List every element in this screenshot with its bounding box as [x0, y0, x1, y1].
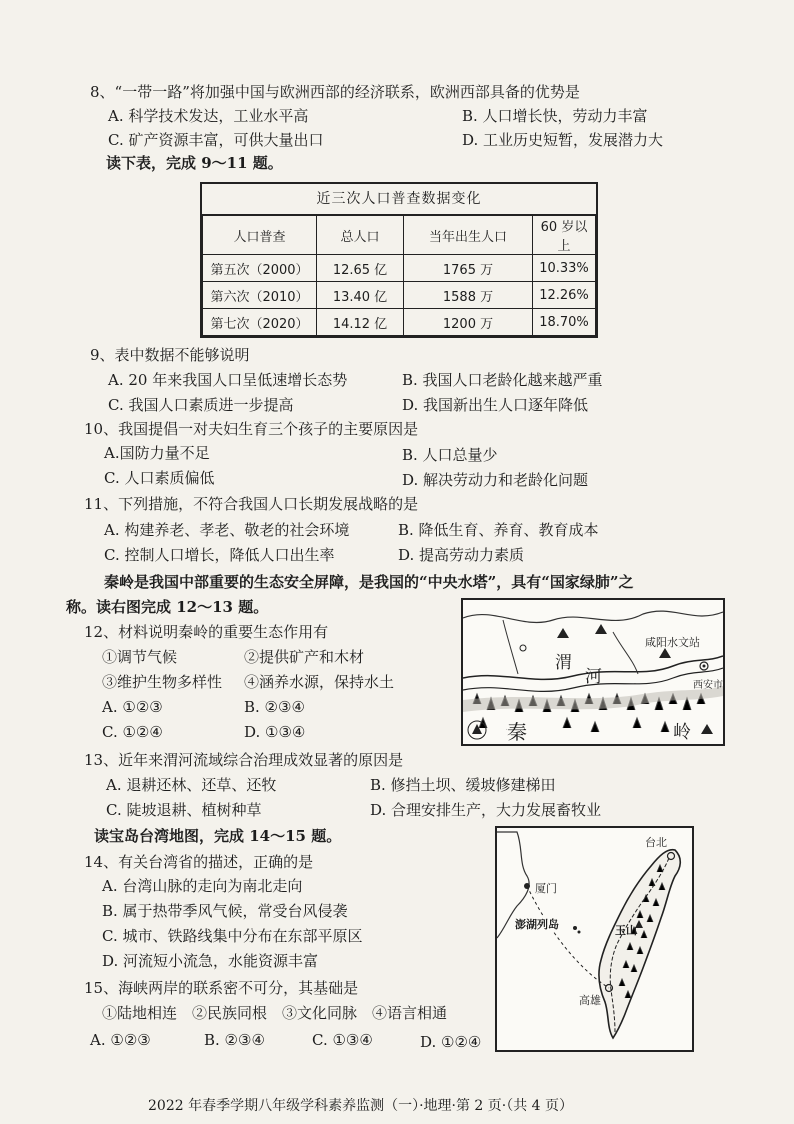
label-xiamen: 厦门 [535, 882, 557, 895]
table-cell: 第五次（2000） [203, 255, 317, 282]
q13-stem: 13、近年来渭河流域综合治理成效显著的原因是 [84, 751, 404, 769]
table-cell: 12.26% [533, 282, 596, 309]
q8-option-c: C. 矿产资源丰富，可供大量出口 [108, 131, 324, 149]
q8-stem: 8、“一带一路”将加强中国与欧洲西部的经济联系，欧洲西部具备的优势是 [90, 83, 580, 101]
q9-option-c: C. 我国人口素质进一步提高 [108, 396, 294, 414]
table-cell: 第六次（2010） [203, 282, 317, 309]
q13-option-b: B. 修挡土坝、缓坡修建梯田 [370, 776, 556, 794]
table-cell: 1588 万 [404, 282, 533, 309]
q8-option-a: A. 科学技术发达，工业水平高 [108, 107, 309, 125]
q14-option-b: B. 属于热带季风气候，常受台风侵袭 [102, 902, 348, 920]
q12-stem: 12、材料说明秦岭的重要生态作用有 [84, 623, 329, 641]
table-cell: 10.33% [533, 255, 596, 282]
q11-option-b: B. 降低生育、养育、教育成本 [398, 521, 599, 539]
table-cell: 1200 万 [404, 309, 533, 336]
q8-option-b: B. 人口增长快，劳动力丰富 [462, 107, 648, 125]
q9-option-d: D. 我国新出生人口逐年降低 [402, 396, 589, 414]
q10-option-a: A.国防力量不足 [104, 444, 210, 462]
q13-option-a: A. 退耕还林、还草、还牧 [106, 776, 277, 794]
q12-option-d: D. ①③④ [244, 723, 306, 741]
read-table-instruction: 读下表，完成 9～11 题。 [106, 154, 283, 172]
q14-option-a: A. 台湾山脉的走向为南北走向 [102, 877, 303, 895]
census-table [200, 182, 598, 338]
qinling-intro-line2: 称。读右图完成 12～13 题。 [66, 598, 269, 616]
label-taibei: 台北 [645, 836, 667, 849]
table-header: 人口普查 [203, 216, 317, 255]
table-cell: 第七次（2020） [203, 309, 317, 336]
q11-stem: 11、下列措施，不符合我国人口长期发展战略的是 [84, 495, 419, 513]
label-he: 河 [585, 667, 602, 687]
q8-option-d: D. 工业历史短暂，发展潜力大 [462, 131, 664, 149]
table-cell: 12.65 亿 [317, 255, 404, 282]
q12-option-c: C. ①②④ [102, 723, 163, 741]
q14-stem: 14、有关台湾省的描述，正确的是 [84, 853, 314, 871]
q9-option-a: A. 20 年来我国人口呈低速增长态势 [108, 371, 348, 389]
q15-option-d: D. ①②④ [420, 1033, 482, 1051]
table-header-row [203, 216, 596, 255]
q15-option-a: A. ①②③ [90, 1031, 151, 1049]
table-header: 60 岁以上 [533, 216, 596, 255]
page-footer: 2022 年春季学期八年级学科素养监测（一）·地理·第 2 页·（共 4 页） [148, 1098, 574, 1114]
q15-stem: 15、海峡两岸的联系密不可分，其基础是 [84, 979, 359, 997]
q14-option-d: D. 河流短小流急，水能资源丰富 [102, 952, 319, 970]
q13-option-c: C. 陡坡退耕、植树种草 [106, 801, 262, 819]
qinling-map [461, 598, 725, 746]
q9-option-b: B. 我国人口老龄化越来越严重 [402, 371, 603, 389]
q12-item-3: ③维护生物多样性 [102, 673, 223, 691]
q15-option-c: C. ①③④ [312, 1031, 373, 1049]
label-qin: 秦 [507, 716, 527, 745]
label-gaoxiong: 高雄 [579, 994, 601, 1007]
q9-stem: 9、表中数据不能够说明 [90, 346, 250, 364]
q10-stem: 10、我国提倡一对夫妇生育三个孩子的主要原因是 [84, 420, 419, 438]
q10-option-b: B. 人口总量少 [402, 446, 498, 464]
q12-item-1: ①调节气候 [102, 648, 178, 666]
label-penghu: 澎湖列岛 [515, 918, 559, 931]
q15-items: ①陆地相连 ②民族同根 ③文化同脉 ④语言相通 [102, 1004, 448, 1022]
q10-option-c: C. 人口素质偏低 [104, 469, 215, 487]
q10-option-d: D. 解决劳动力和老龄化问题 [402, 471, 589, 489]
table-cell: 13.40 亿 [317, 282, 404, 309]
q13-option-d: D. 合理安排生产，大力发展畜牧业 [370, 801, 602, 819]
table-row [203, 255, 596, 282]
table-cell: 1765 万 [404, 255, 533, 282]
q12-item-4: ④涵养水源，保持水土 [244, 673, 395, 691]
q14-option-c: C. 城市、铁路线集中分布在东部平原区 [102, 927, 363, 945]
table-cell: 14.12 亿 [317, 309, 404, 336]
table-header: 当年出生人口 [404, 216, 533, 255]
table-title: 近三次人口普查数据变化 [202, 184, 596, 215]
table-cell: 18.70% [533, 309, 596, 336]
q12-item-2: ②提供矿产和木材 [244, 648, 365, 666]
qinling-intro-line1: 秦岭是我国中部重要的生态安全屏障，是我国的“中央水塔”，具有“国家绿肺”之 [104, 573, 634, 591]
taiwan-map-drawing [497, 828, 692, 1050]
label-ling: 岭 [673, 718, 691, 744]
q12-option-a: A. ①②③ [102, 698, 163, 716]
q11-option-c: C. 控制人口增长，降低人口出生率 [104, 546, 335, 564]
label-xian-city: 西安市 [693, 680, 723, 691]
table-row [203, 282, 596, 309]
label-wei: 渭 [555, 653, 572, 673]
read-taiwan-instruction: 读宝岛台湾地图，完成 14～15 题。 [94, 827, 342, 845]
taiwan-map [495, 826, 694, 1052]
q11-option-a: A. 构建养老、孝老、敬老的社会环境 [104, 521, 350, 539]
table-header: 总人口 [317, 216, 404, 255]
q15-option-b: B. ②③④ [204, 1031, 265, 1049]
q11-option-d: D. 提高劳动力素质 [398, 546, 525, 564]
label-yushan: 玉山 [615, 924, 637, 937]
q12-option-b: B. ②③④ [244, 698, 305, 716]
label-xianyang-station: 咸阳水文站 [645, 636, 700, 649]
table-row [203, 309, 596, 336]
